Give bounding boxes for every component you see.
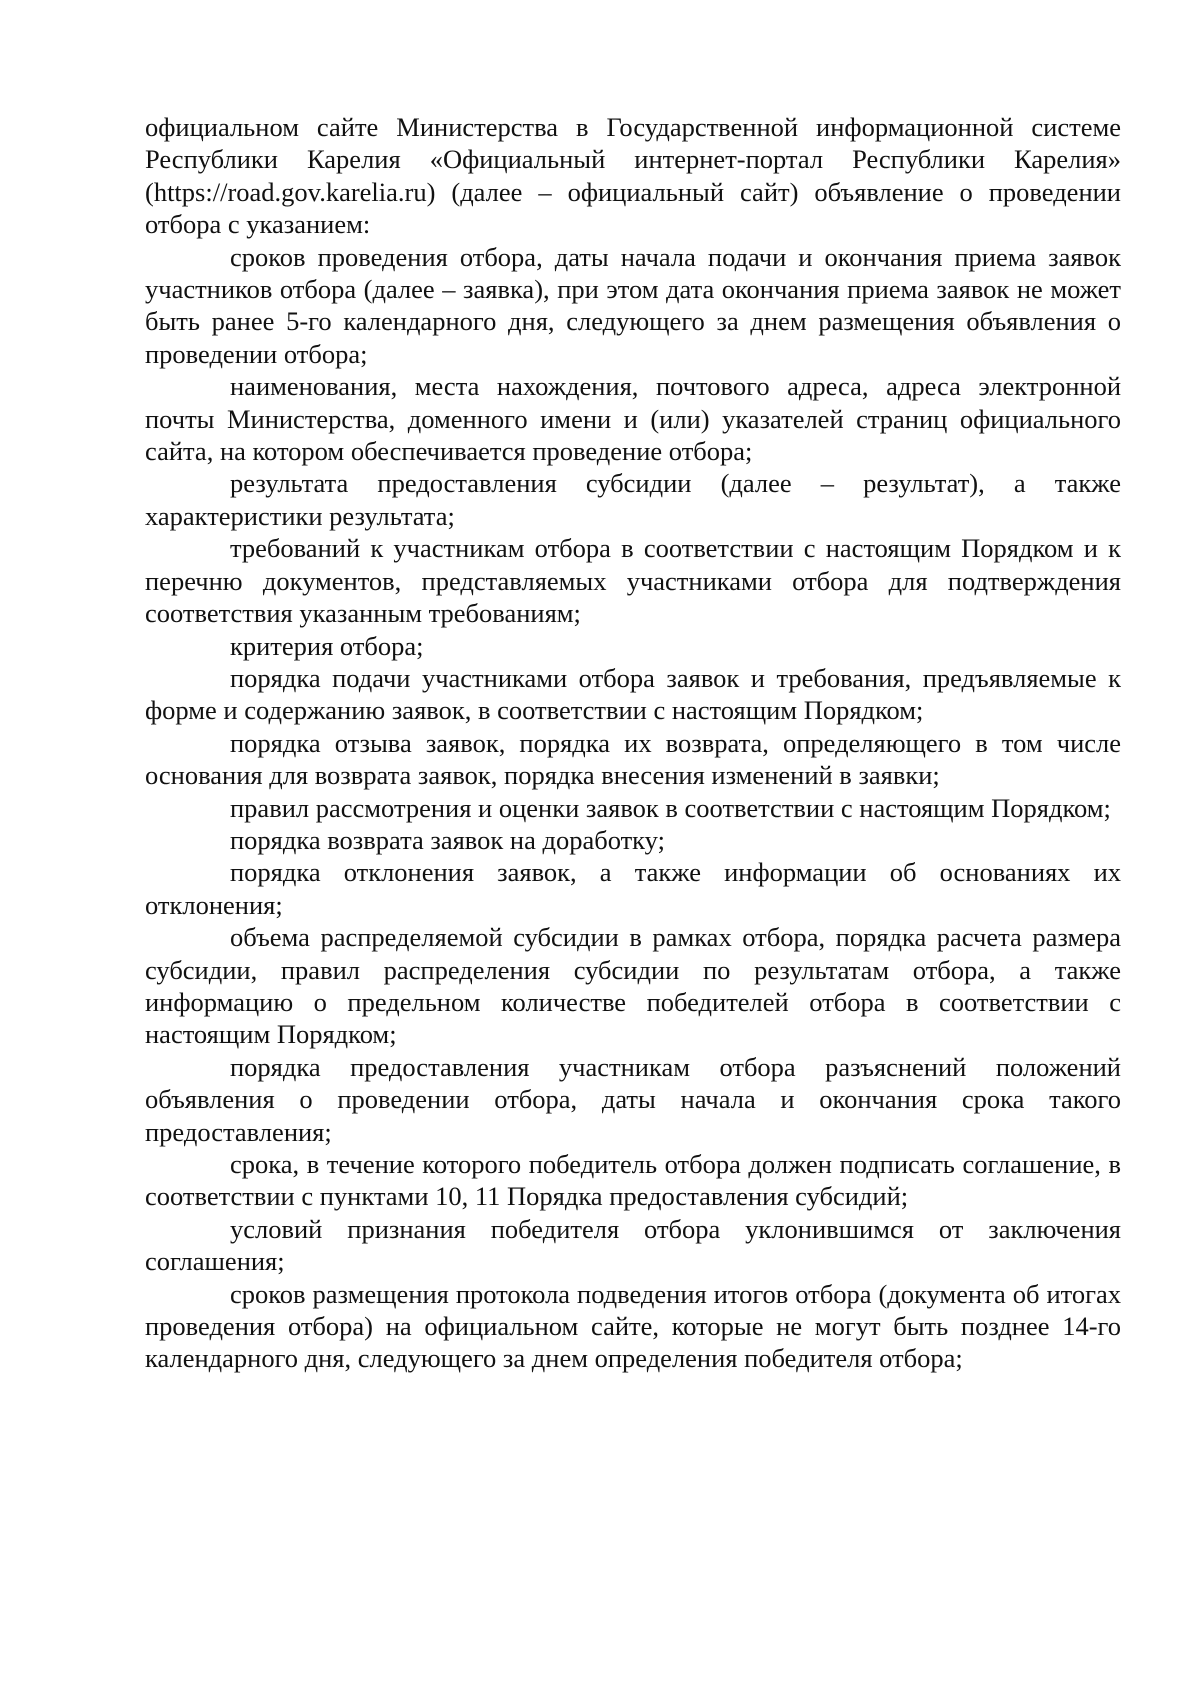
paragraph-item: порядка отклонения заявок, а также информации об основаниях их отклонения; [145,857,1121,920]
paragraph-item: критерия отбора; [230,630,424,661]
paragraph-item: наименования, места нахождения, почтового адреса, адреса электронной почты Министерства, доменного имени и (или) указателей страниц официального сайта, на котором обеспечивается проведение отбора; [145,371,1121,467]
paragraph-intro: официальном сайте Министерства в Государственной информационной системе Республики Карелия «Официальный интернет-портал Республики Карелия» (https://road.gov.karelia.ru) (далее – официальный сайт) объявление о проведении отбора с указанием: [145,112,1121,240]
paragraph-item: порядка подачи участниками отбора заявок и требования, предъявляемые к форме и содержанию заявок, в соответствии с настоящим Порядком; [145,662,1121,726]
paragraph-item: порядка возврата заявок на доработку; [230,824,665,855]
paragraph-item: сроков размещения протокола подведения итогов отбора (документа об итогах проведения отбора) на официальном сайте, которые не могут быть позднее 14-го календарного дня, следующего за днем определения победителя отбора; [145,1278,1121,1374]
paragraph-item: порядка предоставления участникам отбора разъяснений положений объявления о проведении отбора, даты начала и окончания срока такого предоставления; [145,1051,1121,1147]
paragraph-item: срока, в течение которого победитель отбора должен подписать соглашение, в соответствии с пунктами 10, 11 Порядка предоставления субсидий; [145,1149,1121,1212]
paragraph-item: сроков проведения отбора, даты начала подачи и окончания приема заявок участников отбора (далее – заявка), при этом дата окончания приема заявок не может быть ранее 5-го календарного дня, следующего за днем размещения объявления о проведении отбора; [145,241,1121,369]
document-body [145,111,1121,1375]
paragraph-item: объема распределяемой субсидии в рамках отбора, порядка расчета размера субсидии, правил распределения субсидии по результатам отбора, а также информацию о предельном количестве победителей отбора в соответствии с настоящим Порядком; [145,922,1121,1050]
paragraph-item: результата предоставления субсидии (далее – результат), а также характеристики результата; [145,468,1121,531]
paragraph-item: правил рассмотрения и оценки заявок в соответствии с настоящим Порядком; [230,792,1111,823]
paragraph-item: порядка отзыва заявок, порядка их возврата, определяющего в том числе основания для возврата заявок, порядка внесения изменений в заявки; [145,727,1121,791]
paragraph-item: требований к участникам отбора в соответствии с настоящим Порядком и к перечню документов, представляемых участниками отбора для подтверждения соответствия указанным требованиям; [145,533,1121,629]
paragraph-item: условий признания победителя отбора уклонившимся от заключения соглашения; [145,1213,1121,1277]
